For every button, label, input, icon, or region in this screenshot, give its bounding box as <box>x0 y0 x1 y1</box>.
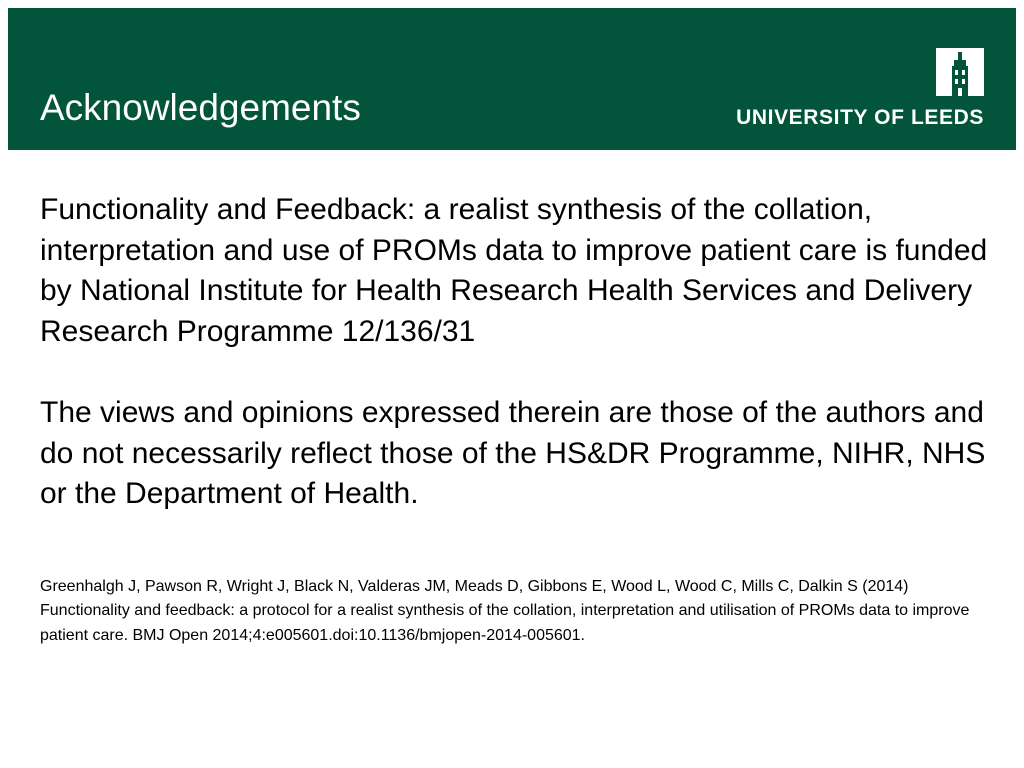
slide-body <box>40 190 990 648</box>
university-tower-icon <box>936 48 984 96</box>
disclaimer-paragraph: The views and opinions expressed therein are those of the authors and do not necessarily reflect those of the HS&DR Programme, NIHR, NHS or the Department of Health. <box>40 396 986 510</box>
logo-text: UNIVERSITY OF LEEDS <box>736 106 984 129</box>
reference-citation: Greenhalgh J, Pawson R, Wright J, Black N, Valderas JM, Meads D, Gibbons E, Wood L, Wood C, Mills C, Dalkin S (2014) Functionality and feedback: a protocol for a realist synthesis of the collation, interpretation and utilisation of PROMs data to improve patient care. BMJ Open 2014;4:e005601.doi:10.1136/bmjopen-2014-005601. <box>40 577 970 644</box>
header-banner <box>8 8 1016 150</box>
funding-paragraph: Functionality and Feedback: a realist synthesis of the collation, interpretation and use of PROMs data to improve patient care is funded by National Institute for Health Research Health Services and Delivery Research Programme 12/136/31 <box>40 193 988 348</box>
university-logo <box>724 48 984 128</box>
page-title: Acknowledgements <box>40 87 361 128</box>
